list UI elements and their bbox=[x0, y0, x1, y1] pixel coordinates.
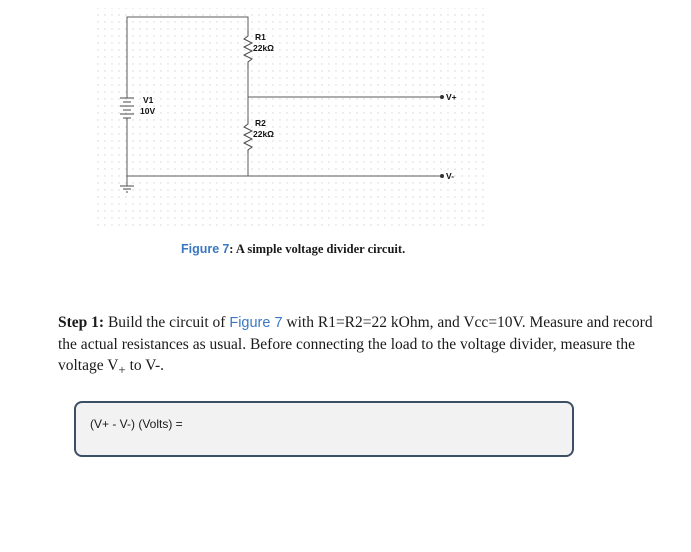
figure-caption bbox=[181, 242, 405, 257]
figure-reference-link[interactable]: Figure 7 bbox=[229, 315, 283, 331]
step-text-end: to V-. bbox=[125, 357, 165, 374]
r1-name-label: R1 bbox=[255, 32, 266, 42]
vminus-label: V- bbox=[446, 171, 455, 181]
vminus-terminal bbox=[440, 174, 444, 178]
step-instructions bbox=[58, 312, 658, 380]
r2-value-label: 22kΩ bbox=[253, 129, 274, 139]
step-text-before: Build the circuit of bbox=[104, 314, 230, 331]
r1-value-label: 22kΩ bbox=[253, 43, 274, 53]
answer-label: (V+ - V-) (Volts) = bbox=[90, 417, 183, 431]
caption-figure-word: Figure bbox=[181, 242, 220, 256]
voltage-divider-schematic bbox=[90, 0, 490, 235]
step-label: Step 1: bbox=[58, 314, 105, 331]
step-subscript-plus: + bbox=[118, 362, 126, 378]
caption-text: : A simple voltage divider circuit. bbox=[229, 242, 406, 256]
vplus-label: V+ bbox=[446, 92, 457, 102]
answer-input-box[interactable] bbox=[74, 401, 574, 457]
r2-name-label: R2 bbox=[255, 118, 266, 128]
step-text-after: with R1=R2=22 kOhm, and Vcc=10V. Measure and record the actual resistances as usual. Before connecting the load to the voltage divider, measure the voltage V bbox=[58, 314, 653, 374]
schematic-grid bbox=[95, 8, 487, 228]
vplus-terminal bbox=[440, 95, 444, 99]
caption-figure-number: 7 bbox=[222, 242, 230, 256]
v1-value-label: 10V bbox=[140, 106, 156, 116]
v1-name-label: V1 bbox=[143, 95, 154, 105]
